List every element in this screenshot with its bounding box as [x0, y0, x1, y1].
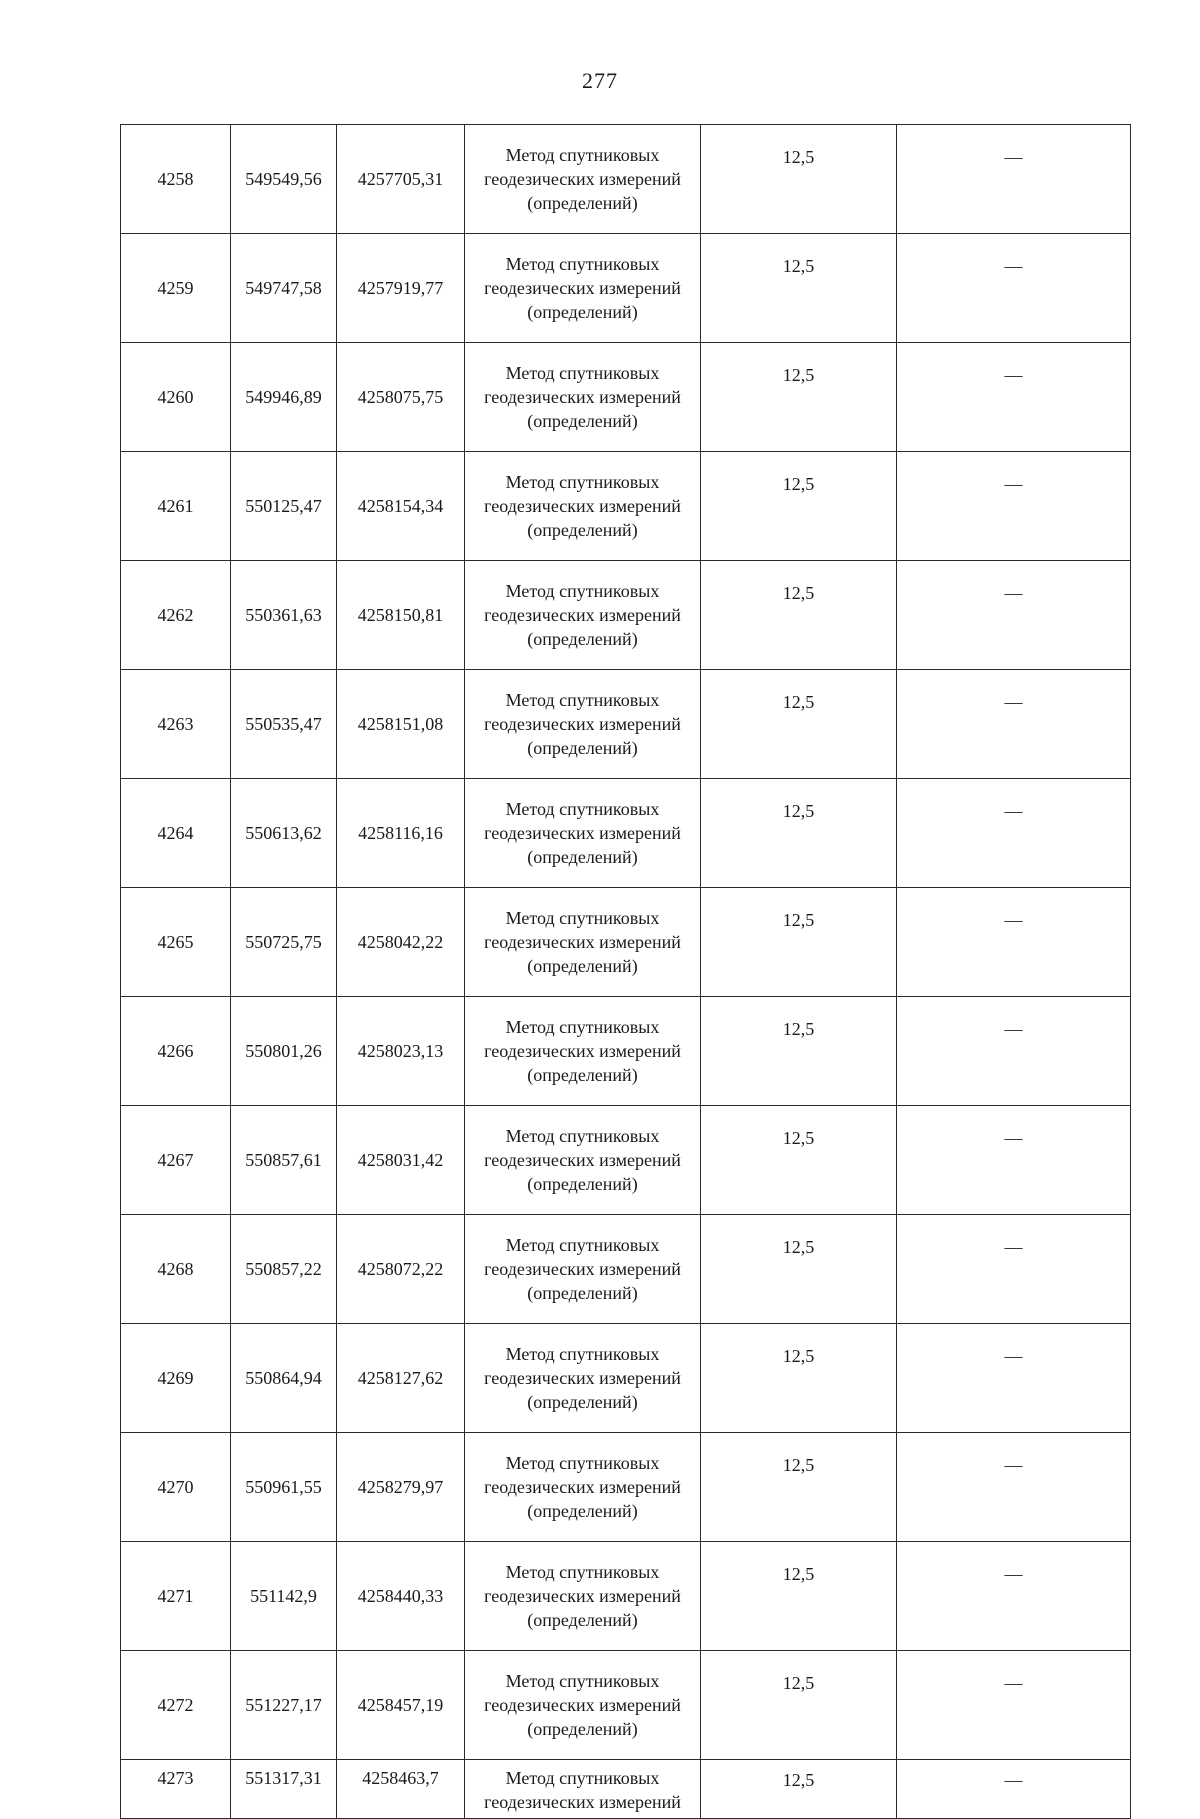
method-line-1: Метод спутниковых — [505, 1235, 660, 1255]
table-row — [121, 343, 1131, 452]
method-line-1: Метод спутниковых — [505, 1344, 660, 1364]
method-line-1: Метод спутниковых — [505, 799, 660, 819]
table-row — [121, 1433, 1131, 1542]
method-cell — [465, 1106, 701, 1215]
note-cell: — — [897, 670, 1131, 779]
error-cell: 12,5 — [701, 1433, 897, 1542]
error-cell: 12,5 — [701, 1542, 897, 1651]
method-line-2: геодезических измерений — [484, 1477, 681, 1497]
method-cell — [465, 1215, 701, 1324]
method-line-3: (определений) — [527, 1501, 638, 1521]
note-cell: — — [897, 1760, 1131, 1819]
table-row — [121, 234, 1131, 343]
note-cell: — — [897, 1651, 1131, 1760]
method-line-2: геодезических измерений — [484, 496, 681, 516]
x-coordinate-cell: 550361,63 — [231, 561, 337, 670]
error-cell: 12,5 — [701, 1106, 897, 1215]
method-line-1: Метод спутниковых — [505, 1562, 660, 1582]
point-number-cell: 4267 — [121, 1106, 231, 1215]
point-number-cell: 4268 — [121, 1215, 231, 1324]
note-cell: — — [897, 561, 1131, 670]
method-line-2: геодезических измерений — [484, 932, 681, 952]
method-cell — [465, 1542, 701, 1651]
method-line-3: (определений) — [527, 956, 638, 976]
error-cell: 12,5 — [701, 888, 897, 997]
error-cell: 12,5 — [701, 1651, 897, 1760]
table-row — [121, 1760, 1131, 1819]
method-cell — [465, 1324, 701, 1433]
point-number-cell: 4272 — [121, 1651, 231, 1760]
y-coordinate-cell: 4258116,16 — [337, 779, 465, 888]
point-number-cell: 4270 — [121, 1433, 231, 1542]
method-cell — [465, 125, 701, 234]
point-number-cell: 4262 — [121, 561, 231, 670]
coordinates-table — [120, 124, 1131, 1819]
method-line-3: (определений) — [527, 1392, 638, 1412]
note-cell: — — [897, 1542, 1131, 1651]
error-cell: 12,5 — [701, 125, 897, 234]
y-coordinate-cell: 4257919,77 — [337, 234, 465, 343]
method-line-3: (определений) — [527, 1174, 638, 1194]
note-cell: — — [897, 1106, 1131, 1215]
method-line-3: (определений) — [527, 1610, 638, 1630]
y-coordinate-cell: 4258279,97 — [337, 1433, 465, 1542]
method-line-2: геодезических измерений — [484, 1792, 681, 1812]
table-row — [121, 670, 1131, 779]
table-row — [121, 888, 1131, 997]
method-line-1: Метод спутниковых — [505, 254, 660, 274]
method-cell — [465, 670, 701, 779]
method-line-1: Метод спутниковых — [505, 581, 660, 601]
y-coordinate-cell: 4258075,75 — [337, 343, 465, 452]
y-coordinate-cell: 4258023,13 — [337, 997, 465, 1106]
x-coordinate-cell: 551227,17 — [231, 1651, 337, 1760]
method-line-1: Метод спутниковых — [505, 1768, 660, 1788]
point-number-cell: 4271 — [121, 1542, 231, 1651]
point-number-cell: 4258 — [121, 125, 231, 234]
method-cell — [465, 888, 701, 997]
y-coordinate-cell: 4258440,33 — [337, 1542, 465, 1651]
method-cell — [465, 561, 701, 670]
error-cell: 12,5 — [701, 343, 897, 452]
y-coordinate-cell: 4258457,19 — [337, 1651, 465, 1760]
x-coordinate-cell: 550125,47 — [231, 452, 337, 561]
x-coordinate-cell: 550864,94 — [231, 1324, 337, 1433]
table-row — [121, 1215, 1131, 1324]
error-cell: 12,5 — [701, 1760, 897, 1819]
y-coordinate-cell: 4258072,22 — [337, 1215, 465, 1324]
y-coordinate-cell: 4257705,31 — [337, 125, 465, 234]
method-cell — [465, 343, 701, 452]
point-number-cell: 4269 — [121, 1324, 231, 1433]
method-line-2: геодезических измерений — [484, 1041, 681, 1061]
method-cell — [465, 452, 701, 561]
table-row — [121, 125, 1131, 234]
y-coordinate-cell: 4258463,7 — [337, 1760, 465, 1819]
note-cell: — — [897, 779, 1131, 888]
x-coordinate-cell: 549946,89 — [231, 343, 337, 452]
y-coordinate-cell: 4258154,34 — [337, 452, 465, 561]
table-row — [121, 779, 1131, 888]
error-cell: 12,5 — [701, 1215, 897, 1324]
x-coordinate-cell: 549549,56 — [231, 125, 337, 234]
y-coordinate-cell: 4258151,08 — [337, 670, 465, 779]
method-line-3: (определений) — [527, 738, 638, 758]
method-cell — [465, 997, 701, 1106]
method-line-2: геодезических измерений — [484, 714, 681, 734]
error-cell: 12,5 — [701, 234, 897, 343]
error-cell: 12,5 — [701, 670, 897, 779]
method-line-2: геодезических измерений — [484, 1368, 681, 1388]
note-cell: — — [897, 234, 1131, 343]
page-number: 277 — [582, 68, 618, 93]
x-coordinate-cell: 551142,9 — [231, 1542, 337, 1651]
method-line-3: (определений) — [527, 1283, 638, 1303]
x-coordinate-cell: 550857,22 — [231, 1215, 337, 1324]
method-cell — [465, 1433, 701, 1542]
point-number-cell: 4259 — [121, 234, 231, 343]
y-coordinate-cell: 4258127,62 — [337, 1324, 465, 1433]
method-cell — [465, 779, 701, 888]
method-line-1: Метод спутниковых — [505, 472, 660, 492]
method-line-1: Метод спутниковых — [505, 363, 660, 383]
method-line-1: Метод спутниковых — [505, 1126, 660, 1146]
x-coordinate-cell: 550613,62 — [231, 779, 337, 888]
table-row — [121, 1324, 1131, 1433]
method-line-3: (определений) — [527, 1719, 638, 1739]
note-cell: — — [897, 343, 1131, 452]
method-line-2: геодезических измерений — [484, 1150, 681, 1170]
error-cell: 12,5 — [701, 452, 897, 561]
x-coordinate-cell: 550801,26 — [231, 997, 337, 1106]
method-line-3: (определений) — [527, 411, 638, 431]
error-cell: 12,5 — [701, 561, 897, 670]
point-number-cell: 4273 — [121, 1760, 231, 1819]
x-coordinate-cell: 550857,61 — [231, 1106, 337, 1215]
note-cell: — — [897, 1215, 1131, 1324]
method-cell — [465, 1651, 701, 1760]
method-line-2: геодезических измерений — [484, 823, 681, 843]
note-cell: — — [897, 997, 1131, 1106]
error-cell: 12,5 — [701, 1324, 897, 1433]
method-line-2: геодезических измерений — [484, 278, 681, 298]
point-number-cell: 4264 — [121, 779, 231, 888]
note-cell: — — [897, 125, 1131, 234]
method-line-3: (определений) — [527, 302, 638, 322]
method-line-2: геодезических измерений — [484, 1259, 681, 1279]
method-line-3: (определений) — [527, 847, 638, 867]
method-line-2: геодезических измерений — [484, 1586, 681, 1606]
x-coordinate-cell: 550725,75 — [231, 888, 337, 997]
point-number-cell: 4265 — [121, 888, 231, 997]
table-row — [121, 1542, 1131, 1651]
x-coordinate-cell: 551317,31 — [231, 1760, 337, 1819]
method-line-1: Метод спутниковых — [505, 908, 660, 928]
method-cell — [465, 1760, 701, 1819]
method-line-1: Метод спутниковых — [505, 1671, 660, 1691]
method-line-2: геодезических измерений — [484, 605, 681, 625]
x-coordinate-cell: 549747,58 — [231, 234, 337, 343]
method-line-3: (определений) — [527, 520, 638, 540]
table-row — [121, 452, 1131, 561]
error-cell: 12,5 — [701, 997, 897, 1106]
y-coordinate-cell: 4258031,42 — [337, 1106, 465, 1215]
method-line-3: (определений) — [527, 629, 638, 649]
method-line-2: геодезических измерений — [484, 1695, 681, 1715]
method-line-1: Метод спутниковых — [505, 690, 660, 710]
error-cell: 12,5 — [701, 779, 897, 888]
table-row — [121, 997, 1131, 1106]
x-coordinate-cell: 550535,47 — [231, 670, 337, 779]
table-row — [121, 1106, 1131, 1215]
y-coordinate-cell: 4258042,22 — [337, 888, 465, 997]
method-line-1: Метод спутниковых — [505, 1017, 660, 1037]
method-line-1: Метод спутниковых — [505, 1453, 660, 1473]
method-line-3: (определений) — [527, 1065, 638, 1085]
note-cell: — — [897, 888, 1131, 997]
y-coordinate-cell: 4258150,81 — [337, 561, 465, 670]
note-cell: — — [897, 1433, 1131, 1542]
method-line-2: геодезических измерений — [484, 387, 681, 407]
note-cell: — — [897, 452, 1131, 561]
point-number-cell: 4266 — [121, 997, 231, 1106]
method-cell — [465, 234, 701, 343]
method-line-3: (определений) — [527, 193, 638, 213]
point-number-cell: 4261 — [121, 452, 231, 561]
method-line-1: Метод спутниковых — [505, 145, 660, 165]
note-cell: — — [897, 1324, 1131, 1433]
x-coordinate-cell: 550961,55 — [231, 1433, 337, 1542]
table-row — [121, 1651, 1131, 1760]
table-row — [121, 561, 1131, 670]
point-number-cell: 4260 — [121, 343, 231, 452]
method-line-2: геодезических измерений — [484, 169, 681, 189]
point-number-cell: 4263 — [121, 670, 231, 779]
